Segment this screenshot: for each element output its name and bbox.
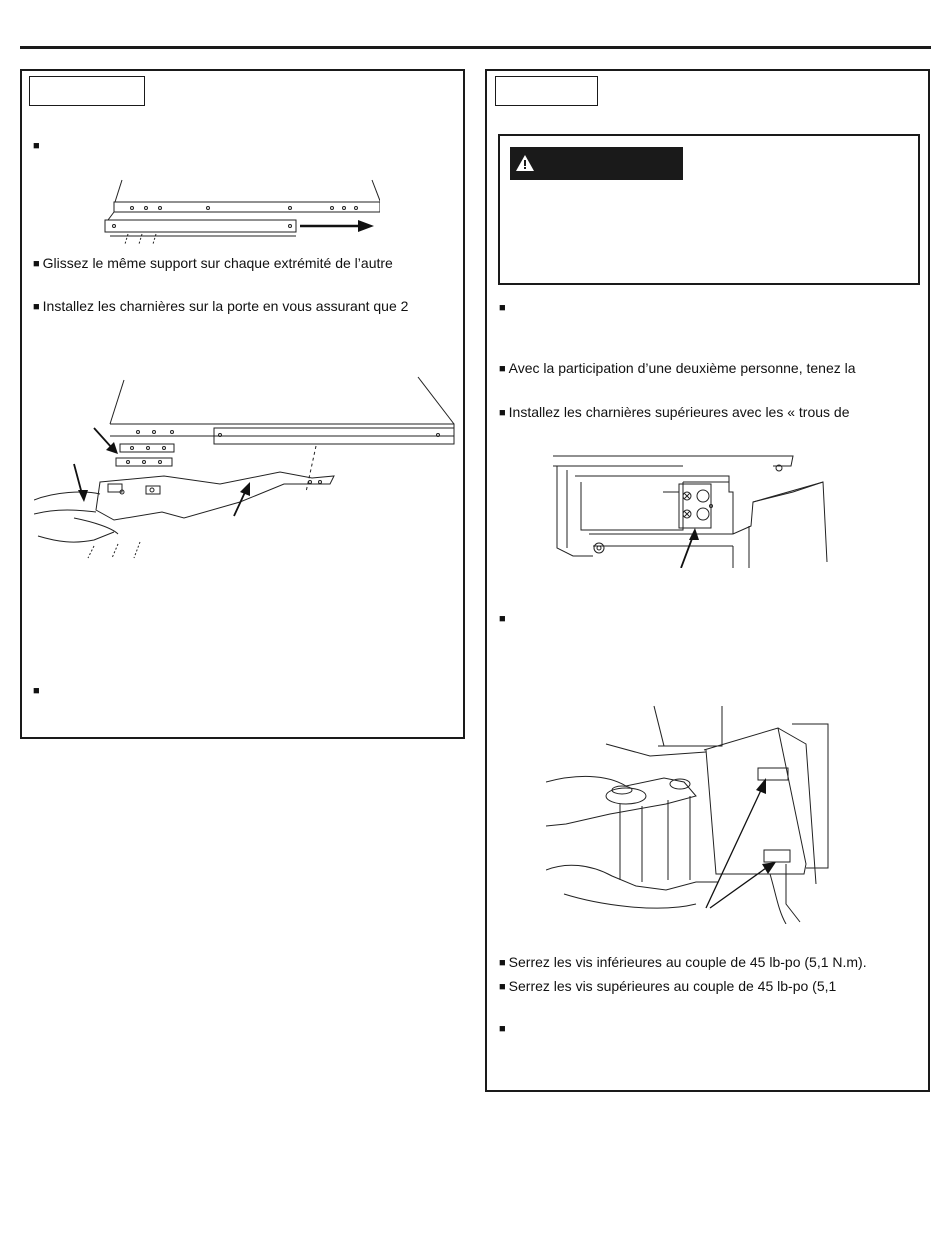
- bracket-slide-illustration: [100, 178, 380, 248]
- right-bullet-3: ■ Installez les charnières supérieures avec les « trous de: [499, 404, 850, 420]
- left-bullet-2: ■ Glissez le même support sur chaque extrémité de l’autre: [33, 255, 393, 271]
- left-bullet-4: ■: [33, 685, 40, 697]
- header-rule: [20, 46, 931, 49]
- right-step-label-box: [495, 76, 598, 106]
- right-bullet-1: ■: [499, 302, 506, 314]
- hinge-on-door-illustration: [34, 372, 464, 562]
- left-bullet-1: ■: [33, 140, 40, 152]
- warning-box: [498, 134, 920, 285]
- right-bullet-2: ■ Avec la participation d’une deuxième personne, tenez la: [499, 360, 856, 376]
- right-bullet-6: ■ Serrez les vis supérieures au couple de 45 lb-po (5,1: [499, 978, 837, 994]
- left-step-label-box: [29, 76, 145, 106]
- right-bullet-5: ■ Serrez les vis inférieures au couple de 45 lb-po (5,1 N.m).: [499, 954, 867, 970]
- warning-banner: [510, 147, 683, 180]
- lower-hinge-illustration: [546, 704, 846, 924]
- right-bullet-7: ■: [499, 1023, 506, 1035]
- warning-triangle-icon: [515, 154, 535, 172]
- left-bullet-3: ■ Installez les charnières sur la porte en vous assurant que 2: [33, 298, 409, 314]
- right-bullet-4: ■: [499, 613, 506, 625]
- upper-hinge-illustration: [553, 452, 833, 568]
